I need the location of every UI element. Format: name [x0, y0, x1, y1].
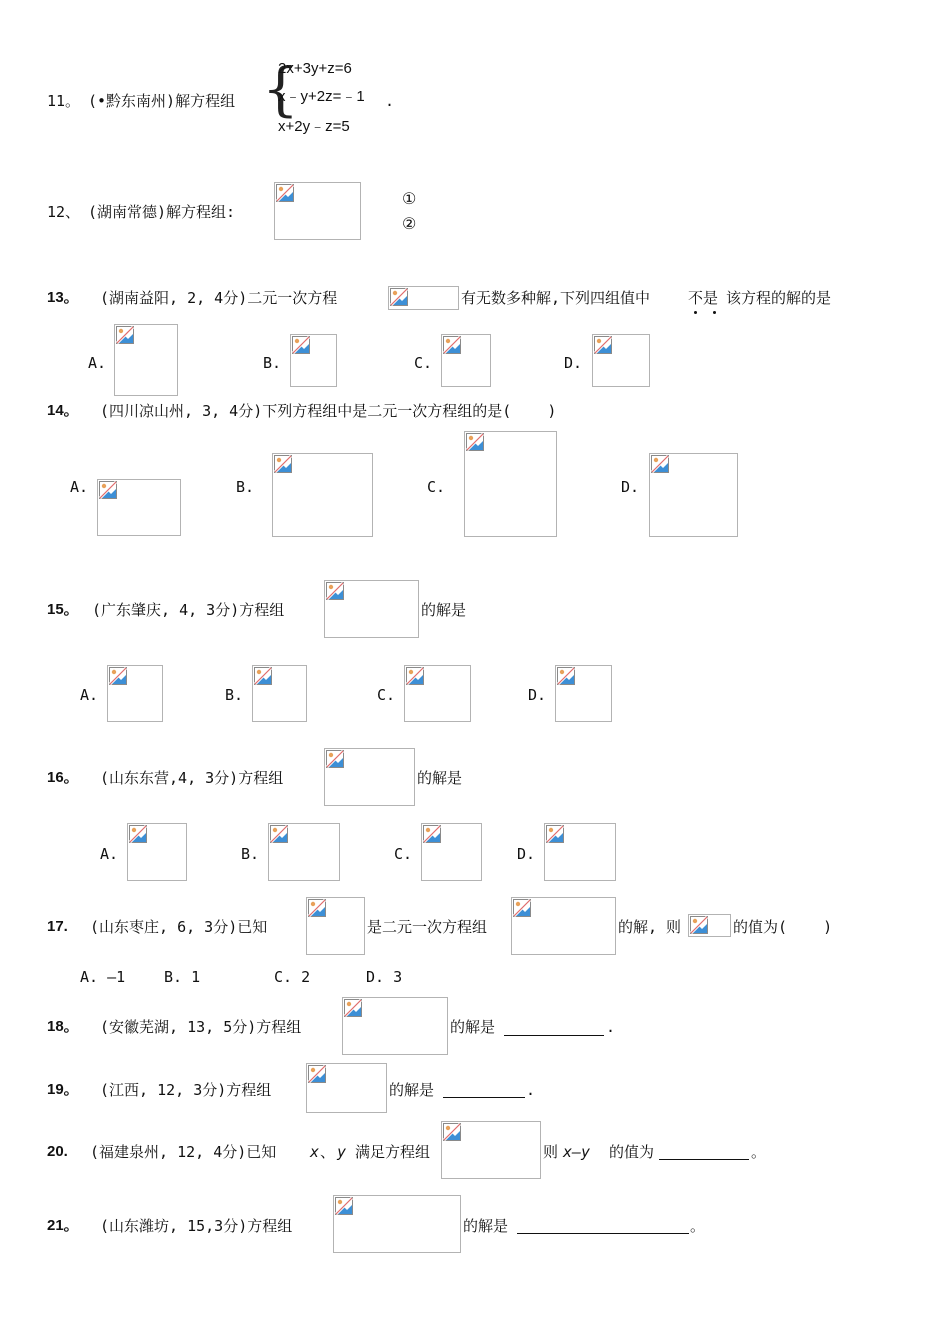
emphasis-dot [713, 311, 716, 314]
q13-opt-c-image [441, 334, 491, 387]
q15-opt-c-image [404, 665, 471, 722]
broken-image-icon [326, 582, 344, 600]
q13-opt-a-image [114, 324, 178, 396]
q15-opt-a-image [107, 665, 163, 722]
q19-number: 19。 [47, 1081, 79, 1098]
q20-expression: x—y [563, 1143, 591, 1161]
q14-opt-a-image [97, 479, 181, 536]
q16-system-image [324, 748, 415, 806]
q14-opt-d-image [649, 453, 738, 537]
broken-image-icon [292, 336, 310, 354]
q17-opt-c: C. 2 [274, 968, 311, 986]
q17-expression-image [688, 914, 731, 937]
q11-brace: { [262, 55, 299, 123]
broken-image-icon [344, 999, 362, 1017]
q13-equation-image [388, 286, 459, 310]
q20-var-y: y [337, 1143, 347, 1161]
q14-opt-d-label: D. [621, 478, 640, 496]
q11-eq2: x﹣y+2z=﹣1 [278, 88, 365, 105]
q21-answer-blank[interactable] [517, 1233, 689, 1234]
q13-post1: 有无数多种解,下列四组值中 [461, 289, 651, 307]
broken-image-icon [423, 825, 441, 843]
q17-solution-image [306, 897, 365, 955]
q18-post: 的解是 [450, 1018, 496, 1036]
q20-pre2: 满足方程组 [346, 1143, 431, 1161]
q21-pre: (山东潍坊, 15,3分)方程组 [100, 1217, 293, 1235]
q16-opt-b-image [268, 823, 340, 881]
q11-number: 11。 [47, 92, 81, 110]
broken-image-icon [308, 1065, 326, 1083]
q13-opt-a-label: A. [88, 354, 107, 372]
q16-post: 的解是 [417, 769, 463, 787]
q18-system-image [342, 997, 448, 1055]
broken-image-icon [276, 184, 294, 202]
q18-number: 18。 [47, 1018, 79, 1035]
q20-answer-blank[interactable] [659, 1159, 749, 1160]
q21-number: 21。 [47, 1217, 79, 1234]
broken-image-icon [557, 667, 575, 685]
broken-image-icon [99, 481, 117, 499]
broken-image-icon [308, 899, 326, 917]
q15-opt-c-label: C. [377, 686, 396, 704]
broken-image-icon [129, 825, 147, 843]
q13-emphasis: 不是 [688, 289, 719, 307]
q16-opt-b-label: B. [241, 845, 260, 863]
q12-mark1: ① [402, 189, 417, 208]
broken-image-icon [594, 336, 612, 354]
q17-system-image [511, 897, 616, 955]
q12-image [274, 182, 361, 240]
q15-pre: (广东肇庆, 4, 3分)方程组 [92, 601, 285, 619]
broken-image-icon [116, 326, 134, 344]
q14-number: 14。 [47, 402, 79, 419]
q16-opt-a-label: A. [100, 845, 119, 863]
q11-eq1: 2x+3y+z=6 [278, 60, 352, 77]
q15-opt-d-label: D. [528, 686, 547, 704]
q16-opt-c-label: C. [394, 845, 413, 863]
q17-pre: (山东枣庄, 6, 3分)已知 [90, 918, 268, 936]
broken-image-icon [326, 750, 344, 768]
q21-post: 的解是 [463, 1217, 509, 1235]
q12-source: (湖南常德)解方程组: [88, 203, 236, 221]
q17-mid2: 的解, 则 [618, 918, 682, 936]
broken-image-icon [690, 916, 708, 934]
emphasis-dot [694, 311, 697, 314]
q14-opt-c-label: C. [427, 478, 446, 496]
q17-number: 17. [47, 918, 68, 935]
q21-end: 。 [690, 1217, 706, 1235]
q20-system-image [441, 1121, 541, 1179]
q15-post: 的解是 [421, 601, 467, 619]
q19-system-image [306, 1063, 387, 1113]
q13-opt-d-image [592, 334, 650, 387]
q16-opt-a-image [127, 823, 187, 881]
q19-answer-blank[interactable] [443, 1097, 525, 1098]
q15-opt-d-image [555, 665, 612, 722]
q18-end: . [606, 1018, 616, 1036]
q11-eq3: x+2y﹣z=5 [278, 118, 350, 135]
q15-number: 15。 [47, 601, 79, 618]
q15-opt-a-label: A. [80, 686, 99, 704]
q13-post2: 该方程的解的是 [726, 289, 832, 307]
q19-end: . [526, 1081, 536, 1099]
q15-system-image [324, 580, 419, 638]
q14-text: (四川凉山州, 3, 4分)下列方程组中是二元一次方程组的是( ) [100, 402, 557, 420]
q12-number: 12、 [47, 203, 81, 221]
q13-opt-b-label: B. [263, 354, 282, 372]
broken-image-icon [546, 825, 564, 843]
q13-pre: (湖南益阳, 2, 4分)二元一次方程 [100, 289, 338, 307]
broken-image-icon [390, 288, 408, 306]
q20-pre: (福建泉州, 12, 4分)已知 [90, 1143, 286, 1161]
q14-opt-b-label: B. [236, 478, 255, 496]
broken-image-icon [651, 455, 669, 473]
q14-opt-b-image [272, 453, 373, 537]
q20-post: 则 [543, 1143, 568, 1161]
broken-image-icon [443, 336, 461, 354]
q15-opt-b-image [252, 665, 307, 722]
broken-image-icon [466, 433, 484, 451]
q20-number: 20. [47, 1143, 68, 1160]
q18-answer-blank[interactable] [504, 1035, 604, 1036]
q20-end: 。 [751, 1143, 767, 1161]
q16-opt-d-label: D. [517, 845, 536, 863]
q17-opt-a: A. —1 [80, 968, 126, 986]
q16-opt-d-image [544, 823, 616, 881]
q20-var-x: x [310, 1143, 320, 1161]
q17-opt-d: D. 3 [366, 968, 403, 986]
q15-opt-b-label: B. [225, 686, 244, 704]
q21-system-image [333, 1195, 461, 1253]
broken-image-icon [109, 667, 127, 685]
q13-opt-c-label: C. [414, 354, 433, 372]
broken-image-icon [443, 1123, 461, 1141]
q17-mid: 是二元一次方程组 [367, 918, 488, 936]
q16-number: 16。 [47, 769, 79, 786]
q13-opt-d-label: D. [564, 354, 583, 372]
q13-opt-b-image [290, 334, 337, 387]
broken-image-icon [274, 455, 292, 473]
q16-opt-c-image [421, 823, 482, 881]
q16-pre: (山东东营,4, 3分)方程组 [100, 769, 284, 787]
q17-post: 的值为( ) [733, 918, 833, 936]
q20-post2: 的值为 [600, 1143, 655, 1161]
q20-sep: 、 [320, 1143, 336, 1161]
broken-image-icon [335, 1197, 353, 1215]
broken-image-icon [254, 667, 272, 685]
q12-mark2: ② [402, 214, 417, 233]
broken-image-icon [513, 899, 531, 917]
q19-post: 的解是 [389, 1081, 435, 1099]
q18-pre: (安徽芜湖, 13, 5分)方程组 [100, 1018, 302, 1036]
broken-image-icon [406, 667, 424, 685]
q11-end: . [385, 92, 395, 110]
q17-opt-b: B. 1 [164, 968, 201, 986]
q19-pre: (江西, 12, 3分)方程组 [100, 1081, 272, 1099]
broken-image-icon [270, 825, 288, 843]
q13-number: 13。 [47, 289, 79, 306]
q14-opt-c-image [464, 431, 557, 537]
q14-opt-a-label: A. [70, 478, 89, 496]
q11-source: (•黔东南州)解方程组 [88, 92, 236, 110]
